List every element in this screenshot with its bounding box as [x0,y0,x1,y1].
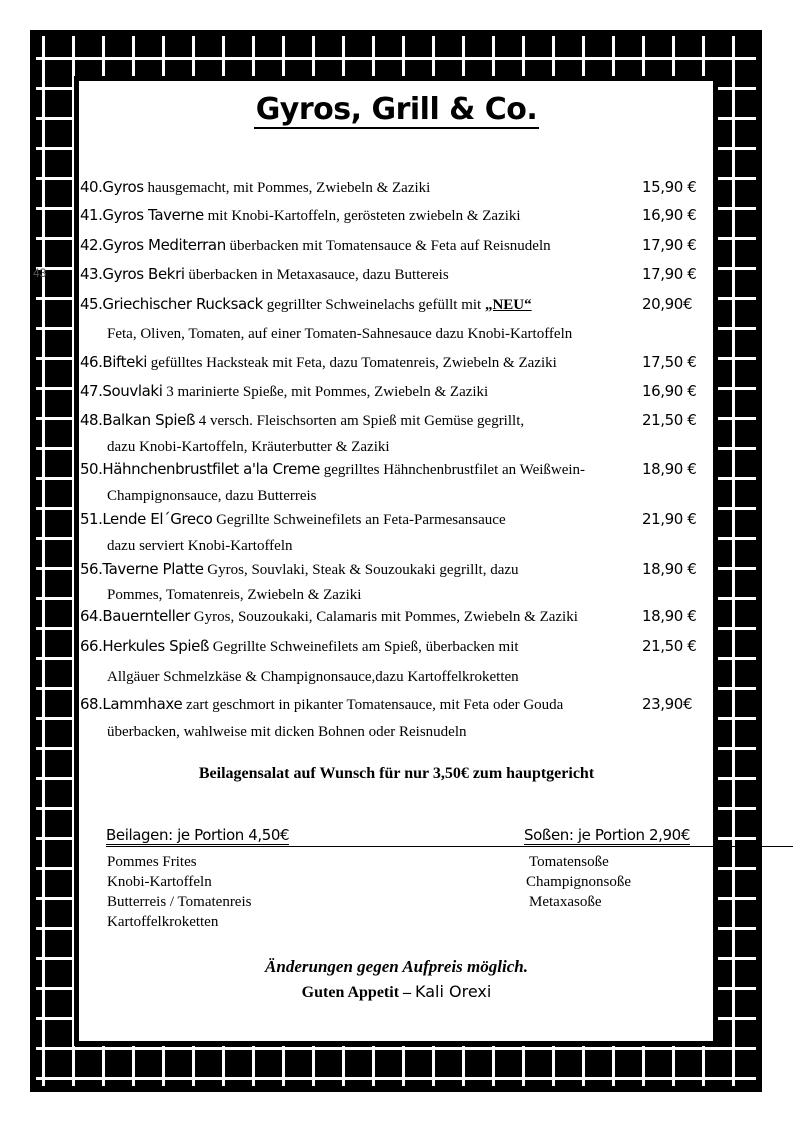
item-name: Gyros Bekri [102,265,185,283]
menu-item [80,265,702,284]
item-number: 50. [80,460,103,478]
item-description: mit Knobi-Kartoffeln, gerösteten zwiebeln & Zaziki [203,208,521,224]
menu-item [80,695,702,714]
item-description-cont: überbacken, wahlweise mit dicken Bohnen oder Reisnudeln [107,724,467,740]
item-description: Gegrillte Schweinefilets am Spieß, überbacken mit [209,639,519,655]
item-description-cont: Feta, Oliven, Tomaten, auf einer Tomaten-Sahnesauce dazu Knobi-Kartoffeln [107,326,573,342]
item-description: überbacken in Metaxasauce, dazu Buttereis [184,267,449,283]
item-description: zart geschmort in pikanter Tomatensauce, mit Feta oder Gouda [182,697,564,713]
sauces-heading: Soßen: je Portion 2,90€ [524,826,690,844]
item-price: 17,90 € [642,236,697,254]
item-price: 23,90€ [642,695,693,713]
item-description: gegrilltes Hähnchenbrustfilet an Weißwein- [319,462,586,478]
item-description-cont: Allgäuer Schmelzkäse & Champignonsauce,dazu Kartoffelkroketten [107,669,519,685]
sauce-item: Metaxasoße [529,894,602,910]
item-price: 20,90€ [642,295,693,313]
item-description-cont: Champignonsauce, dazu Butterreis [107,488,317,504]
item-number: 51. [80,510,103,528]
menu-item [80,637,702,656]
item-description: hausgemacht, mit Pommes, Zwiebeln & Zaziki [143,180,431,196]
item-description: überbacken mit Tomatensauce & Feta auf Reisnudeln [225,238,551,254]
page-title: Gyros, Grill & Co. [255,92,538,127]
item-name: Hähnchenbrustfilet a'la Creme [102,460,320,478]
item-price: 17,90 € [642,265,697,283]
item-name: Gyros Taverne [102,206,204,224]
item-description-cont: dazu serviert Knobi-Kartoffeln [107,538,293,554]
menu-item [80,295,702,314]
item-description: gefülltes Hacksteak mit Feta, dazu Tomatenreis, Zwiebeln & Zaziki [147,355,557,371]
menu-item [80,236,702,255]
item-description: Gyros, Souvlaki, Steak & Souzoukaki gegrillt, dazu [203,562,519,578]
item-description: Gyros, Souzoukaki, Calamaris mit Pommes, Zwiebeln & Zaziki [190,609,578,625]
item-name: Taverne Platte [102,560,204,578]
item-number: 48. [80,411,103,429]
item-description: Gegrillte Schweinefilets an Feta-Parmesansauce [212,512,506,528]
menu-item [80,460,702,479]
item-price: 21,90 € [642,510,697,528]
side-item: Kartoffelkroketten [107,914,219,930]
menu-item [80,206,702,225]
salad-note: Beilagensalat auf Wunsch für nur 3,50€ zum hauptgericht [198,765,595,782]
menu-item [80,560,702,579]
new-badge: „NEU“ [484,297,532,313]
item-price: 18,90 € [642,560,697,578]
greeting: Guten Appetit – Kali Orexi [301,982,492,1001]
item-price: 17,50 € [642,353,697,371]
item-name: Griechischer Rucksack [102,295,263,313]
item-price: 21,50 € [642,411,697,429]
menu-item [80,607,702,626]
item-number: 42. [80,236,103,254]
menu-item [80,382,702,401]
menu-item [80,510,702,529]
side-item: Knobi-Kartoffeln [107,874,212,890]
item-price: 18,90 € [642,460,697,478]
item-number: 56. [80,560,103,578]
item-name: Bifteki [102,353,147,371]
sides-heading: Beilagen: je Portion 4,50€ [106,826,290,844]
item-number: 40. [80,178,103,196]
sauce-item: Tomatensoße [529,854,609,870]
item-description-cont: Pommes, Tomatenreis, Zwiebeln & Zaziki [107,587,362,603]
menu-item [80,411,702,430]
changes-note: Änderungen gegen Aufpreis möglich. [265,957,528,976]
item-price: 15,90 € [642,178,697,196]
item-number: 45. [80,295,103,313]
menu-item [80,178,702,197]
item-number: 64. [80,607,103,625]
item-name: Herkules Spieß [102,637,210,655]
section-divider-line [106,846,793,847]
item-price: 16,90 € [642,382,697,400]
item-name: Gyros Mediterran [102,236,226,254]
item-name: Balkan Spieß [102,411,195,429]
side-item: Pommes Frites [107,854,197,870]
item-number: 68. [80,695,103,713]
item-name: Souvlaki [102,382,163,400]
item-name: Lammhaxe [102,695,183,713]
item-description: 3 marinierte Spieße, mit Pommes, Zwiebeln & Zaziki [162,384,489,400]
item-number: 66. [80,637,103,655]
sides-list [107,852,251,932]
item-price: 18,90 € [642,607,697,625]
item-price: 16,90 € [642,206,697,224]
item-description-cont: dazu Knobi-Kartoffeln, Kräuterbutter & Zaziki [107,439,390,455]
menu-item [80,353,702,372]
item-description: 4 versch. Fleischsorten am Spieß mit Gemüse gegrillt, [195,413,525,429]
item-price: 21,50 € [642,637,697,655]
item-number: 43. [80,265,103,283]
item-number: 47. [80,382,103,400]
item-name: Gyros [102,178,144,196]
page-mark: 43 [33,266,47,280]
item-number: 41. [80,206,103,224]
item-name: Bauernteller [102,607,191,625]
item-number: 46. [80,353,103,371]
side-item: Butterreis / Tomatenreis [107,894,252,910]
item-description: gegrillter Schweinelachs gefüllt mit [262,297,485,313]
sauces-list [526,852,631,912]
sauce-item: Champignonsoße [526,874,631,890]
item-name: Lende El´Greco [102,510,213,528]
